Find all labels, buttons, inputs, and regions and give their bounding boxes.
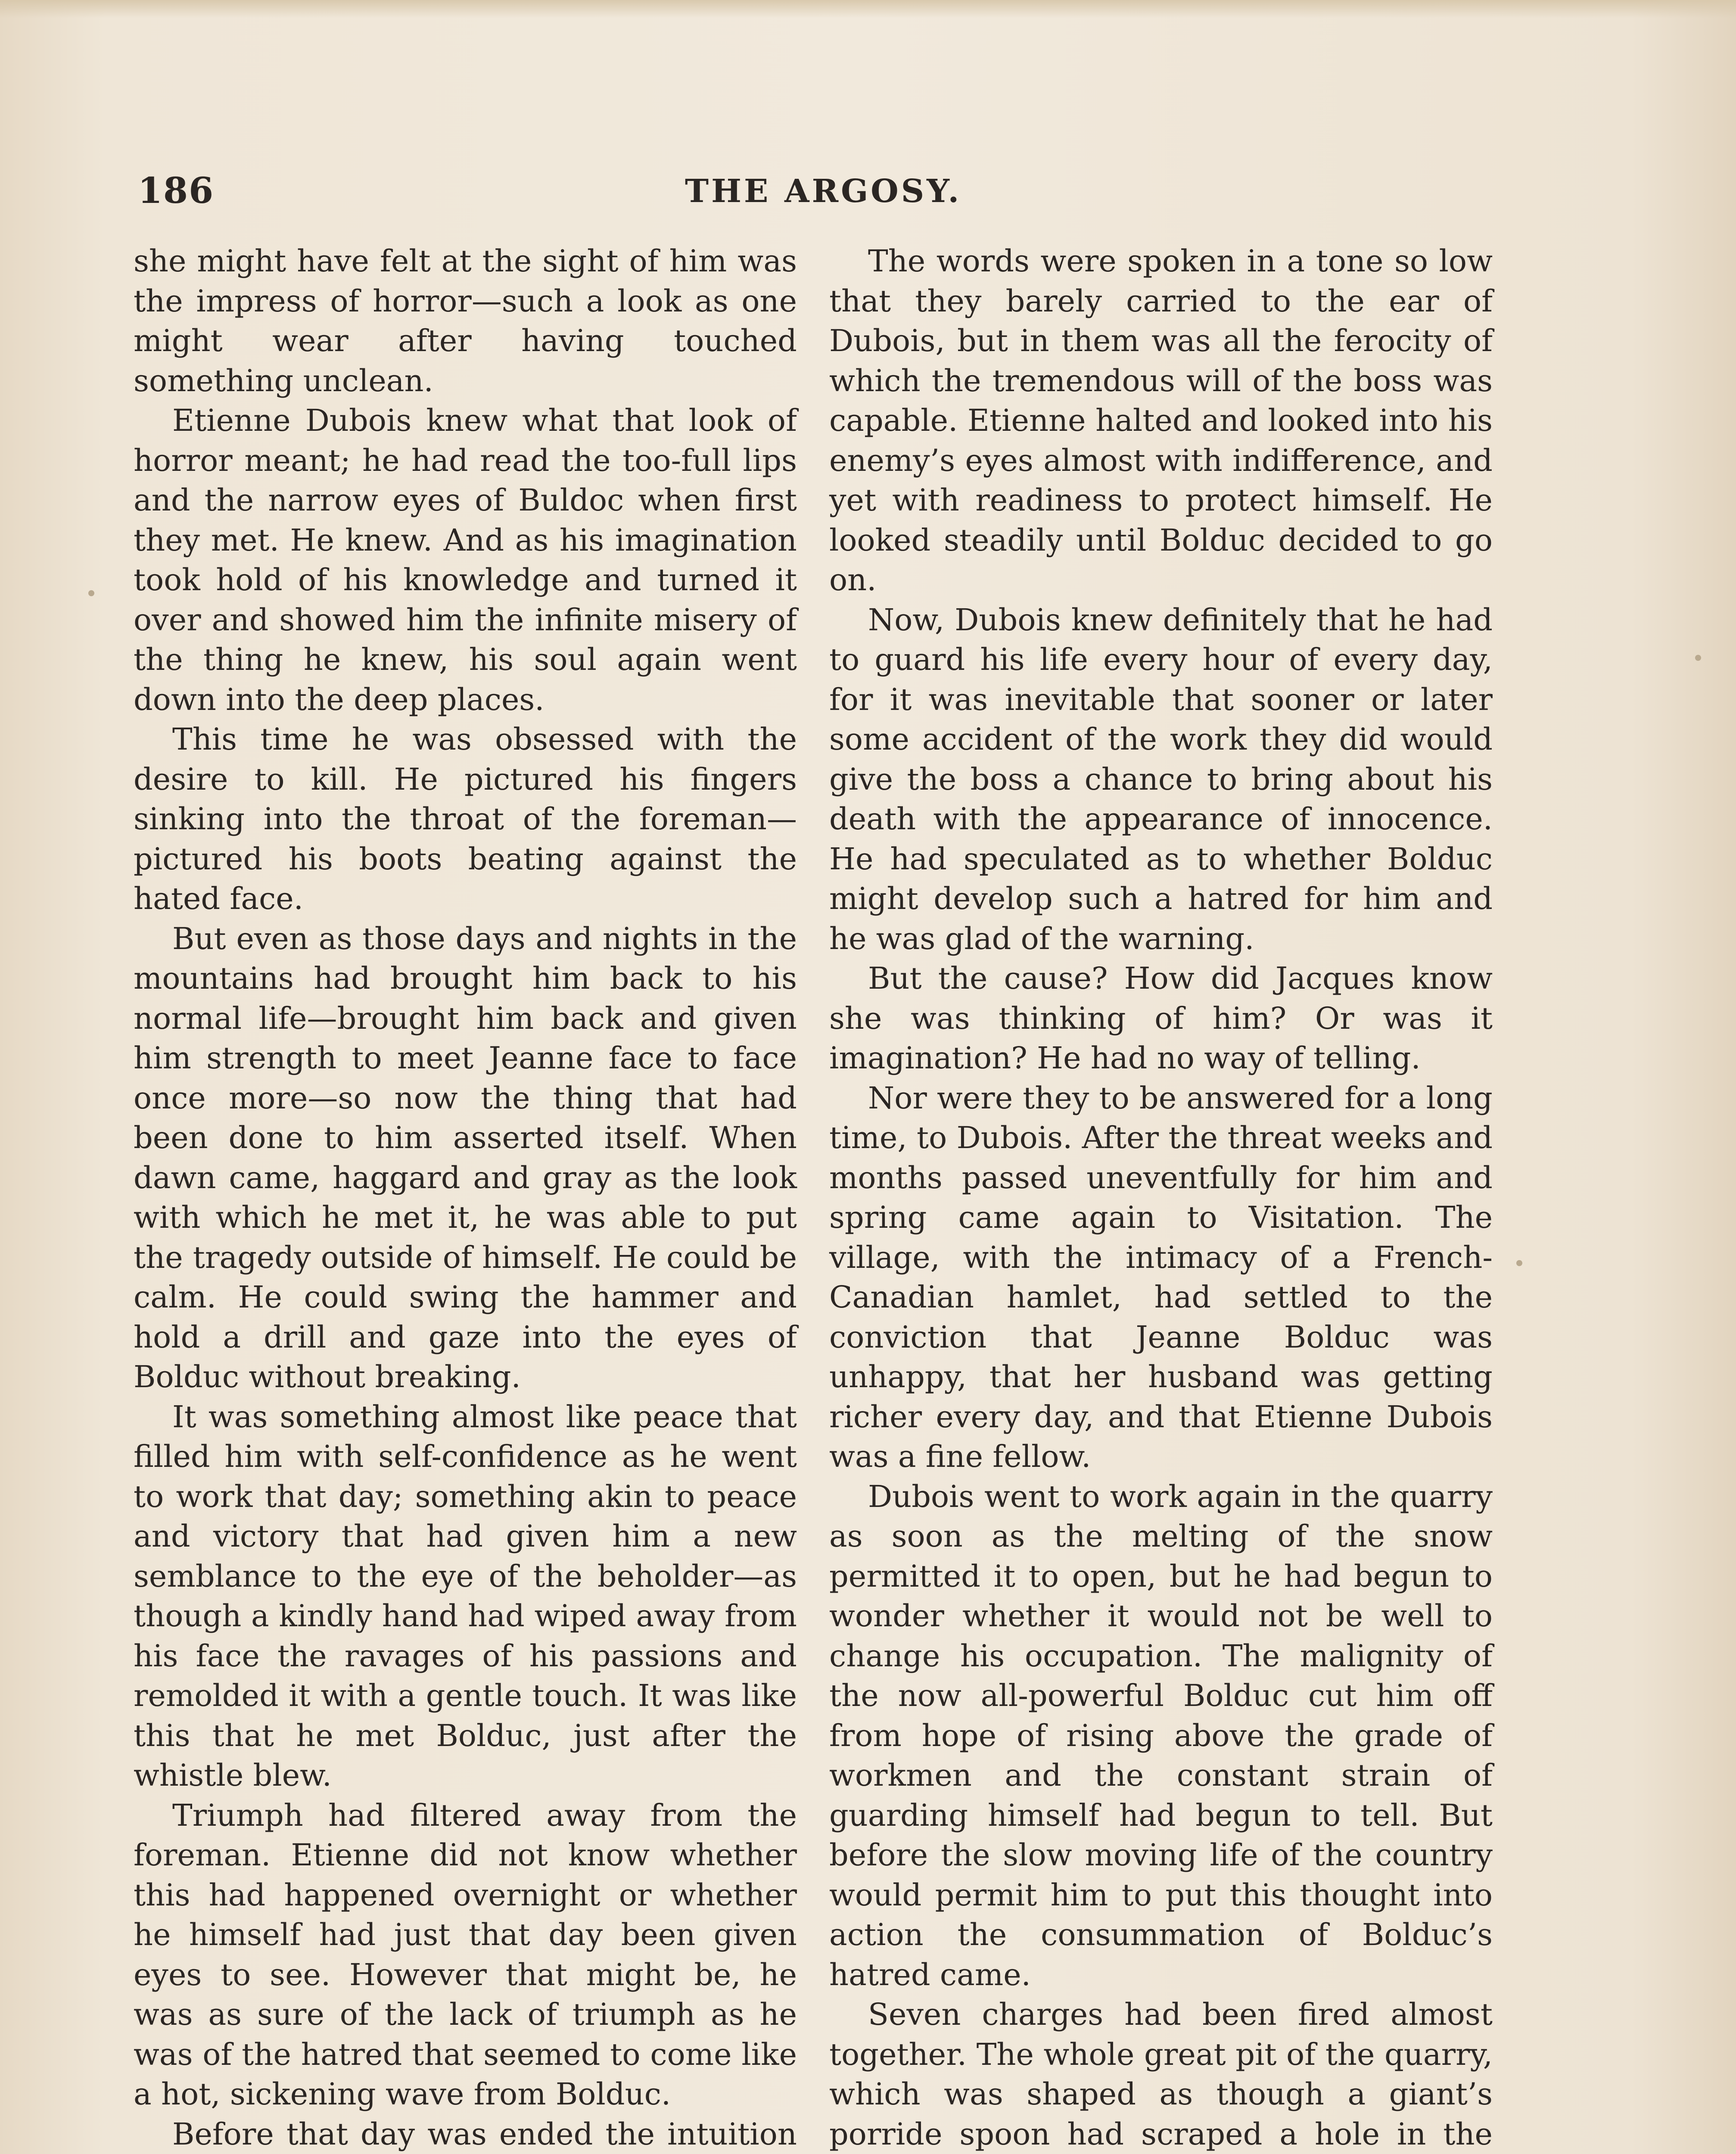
paper-speck <box>1695 655 1701 661</box>
paragraph: Nor were they to be answered for a long time, to Dubois. After the threat weeks and months passed uneventfully for him and spring came again to Visitation. The village, with the intimacy of a French-Canadian hamlet, had settled to the conviction that Jeanne Bolduc was unhappy, that her husband was getting richer every day, and that Etienne Dubois was a fine fellow. <box>829 1080 1493 1474</box>
paragraph: Etienne Dubois knew what that look of horror meant; he had read the too-full lips and the narrow eyes of Buldoc when first they met. He knew. And as his imagination took hold of his knowledge and turned it over and showed him the infinite misery of the thing he knew, his soul again went down into the deep places. <box>134 403 797 717</box>
page-number: 186 <box>138 170 215 212</box>
right-column <box>829 241 1493 2154</box>
paragraph: The words were spoken in a tone so low that they barely carried to the ear of Dubois, but in them was all the ferocity of which the tremendous will of the boss was capable. Etienne halted and looked into his enemy’s eyes almost with indifference, and yet with readiness to protect himself. He looked steadily until Bolduc decided to go on. <box>829 243 1493 598</box>
paragraph: But the cause? How did Jacques know she was thinking of him? Or was it imagination? He had no way of telling. <box>829 961 1493 1076</box>
left-column <box>134 241 797 2154</box>
paragraph: Seven charges had been fired almost together. The whole great pit of the quarry, which was shaped as though a giant’s porride spoon had scraped a hole in the <box>829 1997 1493 2152</box>
paragraph: Triumph had filtered away from the foreman. Etienne did not know whether this had happened overnight or whether he himself had just that day been given eyes to see. However that might be, he was as sure of the lack of triumph as he was of the hatred that seemed to come like a hot, sickening wave from Bolduc. <box>134 1797 797 2112</box>
running-title: THE ARGOSY. <box>685 173 962 210</box>
page-header <box>138 170 1490 218</box>
paragraph: Before that day was ended the intuition <box>172 2116 797 2152</box>
paragraph: she might have felt at the sight of him was the impress of horror—such a look as one might wear after having touched something unclean. <box>134 243 797 398</box>
paragraph: But even as those days and nights in the mountains had brought him back to his normal life—brought him back and given him strength to meet Jeanne face to face once more—so now the thing that had been done to him asserted itself. When dawn came, haggard and gray as the look with which he met it, he was able to put the tragedy outside of himself. He could be calm. He could swing the hammer and hold a drill and gaze into the eyes of Bolduc without breaking. <box>134 921 797 1394</box>
paragraph: This time he was obsessed with the desire to kill. He pictured his fingers sinking into the throat of the foreman—pictured his boots beating against the hated face. <box>134 722 797 916</box>
paragraph: It was something almost like peace that filled him with self-confidence as he went to work that day; something akin to peace and victory that had given him a new semblance to the eye of the beholder—as though a kindly hand had wiped away from his face the ravages of his passions and remolded it with a gentle touch. It was like this that he met Bolduc, just after the whistle blew. <box>134 1399 797 1793</box>
page-top-edge <box>0 0 1736 18</box>
paper-speck <box>1516 1260 1522 1266</box>
paragraph: Now, Dubois knew definitely that he had to guard his life every hour of every day, for it was inevitable that sooner or later some accident of the work they did would give the boss a chance to bring about his death with the appearance of innocence. He had speculated as to whether Bolduc might develop such a hatred for him and he was glad of the warning. <box>829 602 1493 956</box>
paragraph: Dubois went to work again in the quarry as soon as the melting of the snow permitted it to open, but he had begun to wonder whether it would not be well to change his occupation. The malignity of the now all-powerful Bolduc cut him off from hope of rising above the grade of workmen and the constant strain of guarding himself had begun to tell. But before the slow moving life of the country would permit him to put this thought into action the consummation of Bolduc’s hatred came. <box>829 1479 1493 1992</box>
paper-speck <box>88 590 94 596</box>
